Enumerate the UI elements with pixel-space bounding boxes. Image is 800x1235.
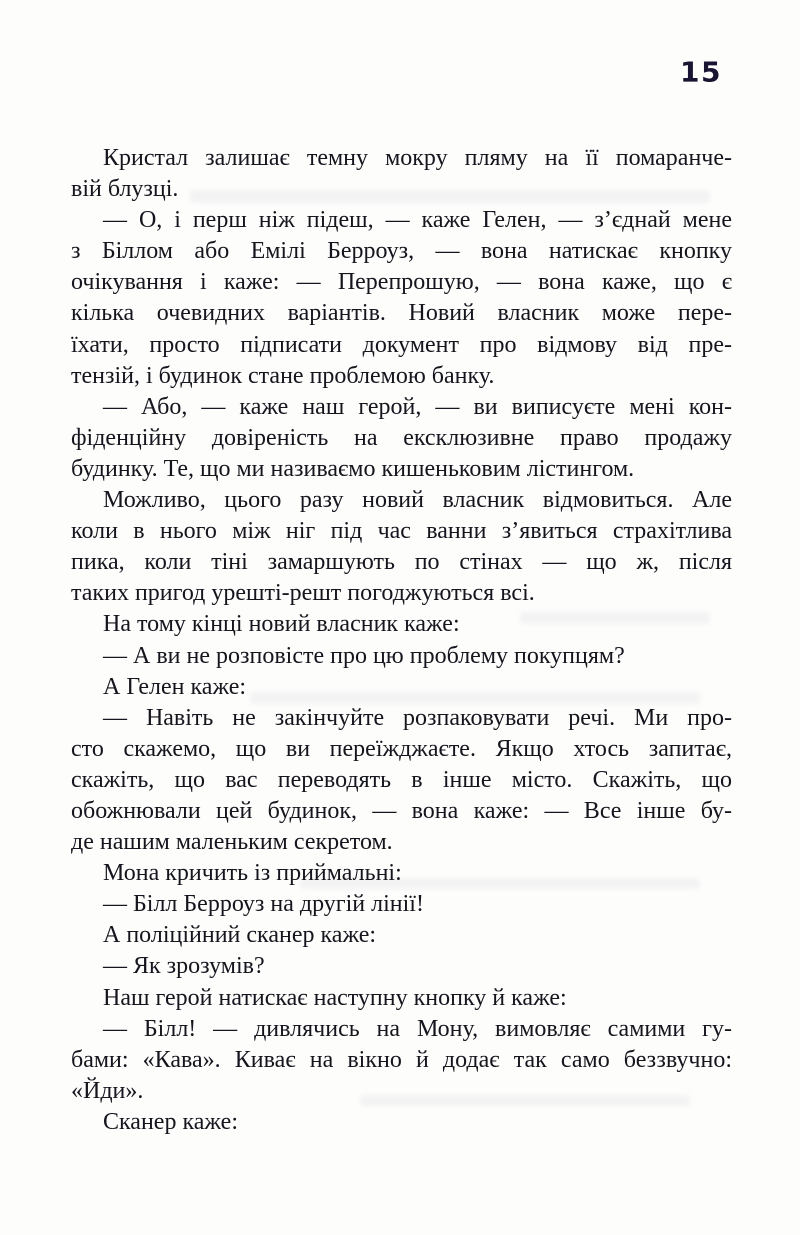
text-line: Мона кричить із приймальні: xyxy=(103,860,402,887)
text-line: будинку. Те, що ми називаємо кишеньковим лістингом. xyxy=(71,455,635,482)
text-line: пика, коли тіні замаршують по стінах — що ж, після xyxy=(71,549,732,576)
text-line: їхати, просто підписати документ про відмову від пре- xyxy=(71,331,732,358)
text-line: — А ви не розповісте про цю проблему покупцям? xyxy=(103,642,625,669)
text-line: — О, і перш ніж підеш, — каже Гелен, — з’єднай мене xyxy=(103,207,732,234)
text-line: скажіть, що вас переводять в інше місто. Скажіть, що xyxy=(71,766,732,793)
text-line: — Білл Берроуз на другій лінії! xyxy=(103,891,424,918)
text-line: бами: «Кава». Киває на вікно й додає так само беззвучно: xyxy=(71,1046,732,1073)
text-line: таких пригод урешті-решт погоджуються всі. xyxy=(71,580,535,607)
text-line: очікування і каже: — Перепрошую, — вона каже, що є xyxy=(71,269,732,296)
text-line: — Як зрозумів? xyxy=(103,953,265,980)
text-line: сто скажемо, що ви переїжджаєте. Якщо хтось запитає, xyxy=(71,735,732,762)
text-line: де нашим маленьким секретом. xyxy=(71,829,393,856)
text-line: тензій, і будинок стане проблемою банку. xyxy=(71,362,495,389)
text-line: Наш герой натискає наступну кнопку й каже: xyxy=(103,984,567,1011)
text-line: А поліційний сканер каже: xyxy=(103,922,377,949)
text-line: вій блузці. xyxy=(71,176,179,203)
text-line: На тому кінці новий власник каже: xyxy=(103,611,460,638)
text-line: А Гелен каже: xyxy=(103,673,247,700)
text-block xyxy=(71,143,732,1138)
text-line: — Білл! — дивлячись на Мону, вимовляє самими гу- xyxy=(103,1015,732,1042)
text-line: «Йди». xyxy=(71,1077,144,1104)
text-line: — Навіть не закінчуйте розпаковувати речі. Ми про- xyxy=(103,704,732,731)
text-line: з Біллом або Емілі Берроуз, — вона натискає кнопку xyxy=(71,238,732,265)
page-number: 15 xyxy=(680,56,722,89)
text-line: Кристал залишає темну мокру пляму на її помаранче- xyxy=(103,145,732,171)
text-line: фіденційну довіреність на ексклюзивне право продажу xyxy=(71,424,732,451)
text-line: обожнювали цей будинок, — вона каже: — Все інше бу- xyxy=(71,797,732,824)
text-line: Можливо, цього разу новий власник відмовиться. Але xyxy=(103,487,732,514)
text-line: коли в нього між ніг під час ванни з’явиться страхітлива xyxy=(71,518,732,545)
text-line: Сканер каже: xyxy=(103,1108,238,1135)
text-line: кілька очевидних варіантів. Новий власник може пере- xyxy=(71,300,732,327)
text-line: — Або, — каже наш герой, — ви виписуєте мені кон- xyxy=(103,393,732,420)
